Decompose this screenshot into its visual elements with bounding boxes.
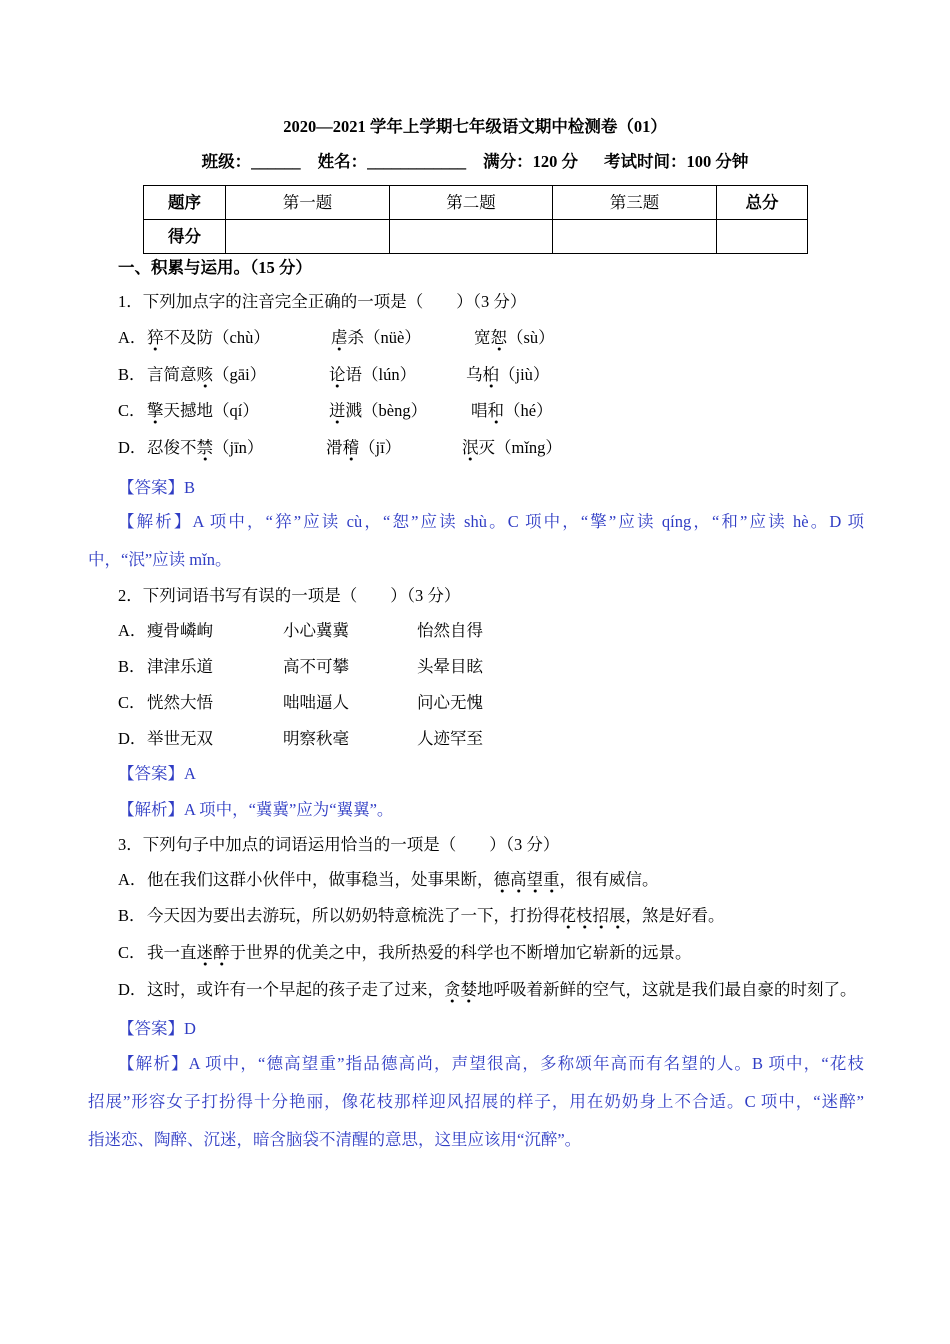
option-item: 小心冀冀 xyxy=(283,621,349,640)
item-text: （jī） xyxy=(359,438,402,457)
option-item: 头晕目眩 xyxy=(417,657,483,676)
option-label: A． xyxy=(118,328,147,347)
option-item: 人迹罕至 xyxy=(417,729,483,748)
sentence-text: 于世界的优美之中，我所热爱的科学也不断增加它崭新的远景。 xyxy=(229,943,692,962)
option-item: 咄咄逼人 xyxy=(283,693,349,712)
item-text: 唱 xyxy=(471,401,488,420)
option-label: B． xyxy=(118,657,146,676)
dotted-char: 和 xyxy=(488,401,505,425)
option-label: C． xyxy=(118,401,146,420)
q2-answer: 【答案】A xyxy=(118,764,196,783)
option-label: C． xyxy=(118,943,146,962)
option-item: 举世无双 xyxy=(147,729,213,748)
dotted-phrase: 迷醉 xyxy=(197,943,230,967)
q3-option-d xyxy=(0,978,950,1002)
item-text: 不及防（chù） xyxy=(163,328,270,347)
full-score: 满分：120 分 xyxy=(483,152,578,171)
q3-option-c xyxy=(0,941,950,965)
option-item xyxy=(329,363,416,387)
score-table xyxy=(143,185,808,254)
dotted-char: 虐 xyxy=(331,328,348,352)
option-item xyxy=(474,326,555,350)
option-label: A． xyxy=(118,621,147,640)
option-label: C． xyxy=(118,693,146,712)
option-sentence xyxy=(147,941,692,965)
q3-analysis-line: 指迷恋、陶醉、沉迷，暗含脑袋不清醒的意思，这里应该用“沉醉”。 xyxy=(88,1130,582,1149)
name-blank: ____________ xyxy=(367,152,467,171)
dotted-char: 泯 xyxy=(462,438,479,462)
header-part-1: 第一题 xyxy=(226,186,390,220)
dotted-char: 恕 xyxy=(491,328,508,352)
class-blank: ______ xyxy=(251,152,301,171)
score-table-score-row xyxy=(144,220,808,254)
sentence-text: 地呼吸着新鲜的空气，这就是我们最自豪的时刻了。 xyxy=(477,980,857,999)
item-text: 乌 xyxy=(466,365,483,384)
q2-option-a xyxy=(0,619,950,643)
q1-analysis-line: 中，“泯”应读 mǐn。 xyxy=(88,550,232,569)
q3-analysis-line: 招展”形容女子打扮得十分艳丽，像花枝那样迎风招展的样子，用在奶奶身上不合适。C 项中，“迷醉” xyxy=(88,1092,864,1111)
option-label: D． xyxy=(118,438,147,457)
item-text: （jīn） xyxy=(213,438,264,457)
dotted-phrase: 花枝招展 xyxy=(560,906,626,930)
option-label: D． xyxy=(118,729,147,748)
q3-option-a xyxy=(0,868,950,892)
class-label: 班级： xyxy=(201,152,252,171)
option-item: 问心无愧 xyxy=(417,693,483,712)
q2-option-d xyxy=(0,727,950,751)
option-item: 恍然大悟 xyxy=(147,693,213,712)
option-item: 瘦骨嶙峋 xyxy=(147,621,213,640)
item-text: 灭（mǐng） xyxy=(478,438,562,457)
dotted-char: 稽 xyxy=(343,438,360,462)
item-text: 滑 xyxy=(326,438,343,457)
q2-analysis-line: 【解析】A 项中，“冀冀”应为“翼翼”。 xyxy=(118,800,394,819)
exam-info-line xyxy=(0,150,950,174)
sentence-text: ，煞是好看。 xyxy=(625,906,725,925)
option-item xyxy=(466,363,549,387)
score-cell-part-2 xyxy=(390,220,553,254)
q2-option-c xyxy=(0,691,950,715)
sentence-text: 今天因为要出去游玩，所以奶奶特意梳洗了一下，打扮得 xyxy=(147,906,560,925)
item-text: 天撼地（qí） xyxy=(163,401,259,420)
option-item xyxy=(326,436,401,460)
dotted-char: 禁 xyxy=(197,438,214,462)
q1-analysis-line: 【解析】A 项中，“猝”应读 cù，“恕”应读 shù。C 项中，“擎”应读 qíng，“和”应读 hè。D 项 xyxy=(118,512,864,531)
item-text: 言简意 xyxy=(147,365,197,384)
exam-title: 2020—2021 学年上学期七年级语文期中检测卷（01） xyxy=(283,117,667,136)
q2-option-b xyxy=(0,655,950,679)
option-item xyxy=(147,436,263,460)
option-item xyxy=(147,326,270,350)
option-label: D． xyxy=(118,980,147,999)
dotted-char: 桕 xyxy=(483,365,500,389)
score-table-header-row xyxy=(144,186,808,220)
q2-stem: 2．下列词语书写有误的一项是（ ）（3 分） xyxy=(118,586,461,605)
option-item: 高不可攀 xyxy=(283,657,349,676)
option-label: B． xyxy=(118,365,146,384)
dotted-char: 擎 xyxy=(147,401,164,425)
dotted-phrase: 贪婪 xyxy=(444,980,477,1004)
header-part-3: 第三题 xyxy=(553,186,717,220)
dotted-phrase: 德高望重 xyxy=(494,870,560,894)
q1-option-d xyxy=(0,436,950,460)
sentence-text: ，很有威信。 xyxy=(559,870,659,889)
item-text: （sù） xyxy=(507,328,555,347)
name-label: 姓名： xyxy=(317,152,368,171)
score-cell-total xyxy=(717,220,808,254)
option-label: A． xyxy=(118,870,147,889)
q3-answer: 【答案】D xyxy=(118,1019,196,1038)
option-item: 津津乐道 xyxy=(147,657,213,676)
q1-option-c xyxy=(0,399,950,423)
header-question-order: 题序 xyxy=(144,186,226,220)
sentence-text: 他在我们这群小伙伴中，做事稳当，处事果断， xyxy=(147,870,494,889)
sentence-text: 我一直 xyxy=(147,943,197,962)
option-item: 怡然自得 xyxy=(417,621,483,640)
item-text: 溅（bèng） xyxy=(345,401,428,420)
dotted-char: 迸 xyxy=(329,401,346,425)
item-text: 杀（nüè） xyxy=(347,328,421,347)
option-sentence xyxy=(147,904,725,928)
sentence-text: 这时，或许有一个早起的孩子走了过来， xyxy=(147,980,444,999)
dotted-char: 猝 xyxy=(147,328,164,352)
q1-answer: 【答案】B xyxy=(118,478,196,497)
item-text: （jiù） xyxy=(499,365,550,384)
item-text: 语（lún） xyxy=(345,365,417,384)
header-total: 总分 xyxy=(717,186,808,220)
q1-option-b xyxy=(0,363,950,387)
option-item: 明察秋毫 xyxy=(283,729,349,748)
item-text: （hé） xyxy=(504,401,553,420)
section-heading: 一、积累与运用。（15 分） xyxy=(118,258,312,277)
option-item xyxy=(147,363,266,387)
item-text: （gāi） xyxy=(213,365,267,384)
dotted-char: 赅 xyxy=(197,365,214,389)
option-item xyxy=(329,399,427,423)
option-item xyxy=(462,436,562,460)
option-label: B． xyxy=(118,906,146,925)
q1-option-a xyxy=(0,326,950,350)
exam-time: 考试时间：100 分钟 xyxy=(604,152,749,171)
item-text: 忍俊不 xyxy=(147,438,197,457)
q1-stem: 1．下列加点字的注音完全正确的一项是（ ）（3 分） xyxy=(118,292,527,311)
q3-stem: 3．下列句子中加点的词语运用恰当的一项是（ ）（3 分） xyxy=(118,835,560,854)
row-label-score: 得分 xyxy=(144,220,226,254)
header-part-2: 第二题 xyxy=(390,186,553,220)
option-sentence xyxy=(147,978,857,1002)
q3-option-b xyxy=(0,904,950,928)
item-text: 宽 xyxy=(474,328,491,347)
option-item xyxy=(147,399,259,423)
option-item xyxy=(471,399,553,423)
option-item xyxy=(331,326,421,350)
q3-analysis-line: 【解析】A 项中，“德高望重”指品德高尚，声望很高，多称颂年高而有名望的人。B 项中，“花枝 xyxy=(118,1054,864,1073)
dotted-char: 论 xyxy=(329,365,346,389)
option-sentence xyxy=(147,868,659,892)
score-cell-part-1 xyxy=(226,220,390,254)
score-cell-part-3 xyxy=(553,220,717,254)
